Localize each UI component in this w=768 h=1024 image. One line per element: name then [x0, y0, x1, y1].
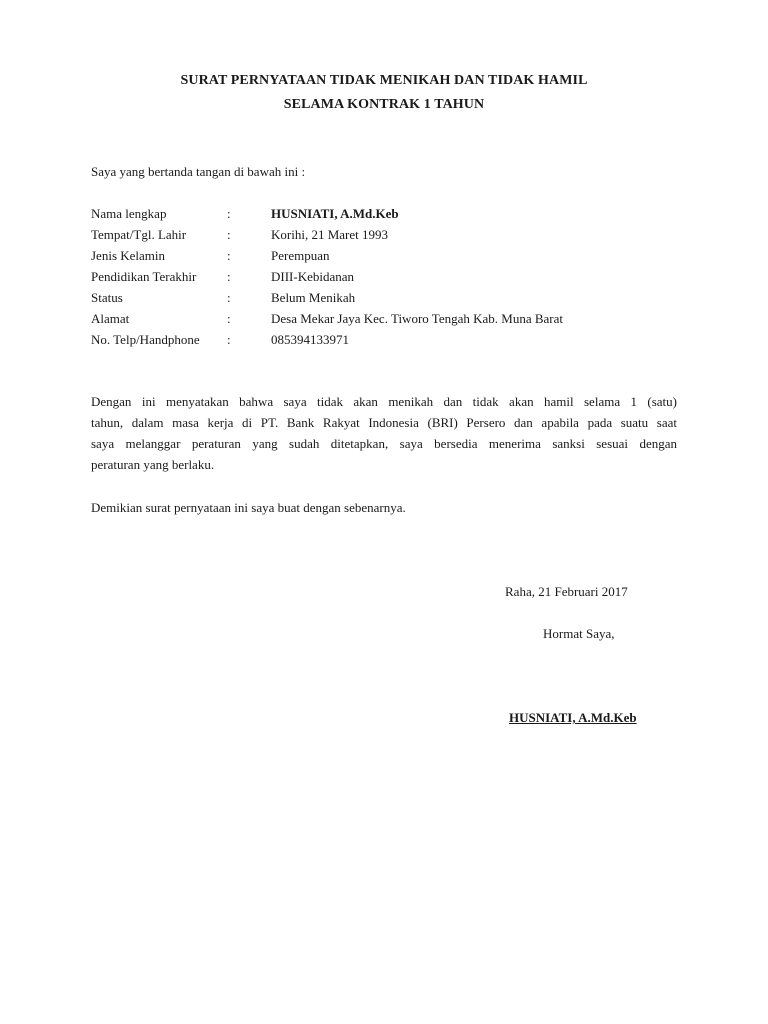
field-value-nama: HUSNIATI, A.Md.Keb — [271, 206, 399, 221]
statement-line: peraturan yang berlaku. — [91, 457, 215, 472]
statement-paragraph — [91, 391, 677, 475]
field-colon: : — [227, 269, 231, 284]
field-colon: : — [227, 332, 231, 347]
closing-text: Demikian surat pernyataan ini saya buat dengan sebenarnya. — [91, 500, 406, 515]
field-label-pendidikan: Pendidikan Terakhir — [91, 269, 197, 284]
statement-line: saya melanggar peraturan yang sudah ditetapkan, saya bersedia menerima sanksi sesuai dengan — [91, 436, 677, 451]
regards-text: Hormat Saya, — [543, 626, 615, 641]
field-label-alamat: Alamat — [91, 311, 130, 326]
statement-line: tahun, dalam masa kerja di PT. Bank Rakyat Indonesia (BRI) Persero dan apabila pada suatu saat — [91, 415, 677, 430]
field-value-telp: 085394133971 — [271, 332, 349, 347]
field-value-jenis-kelamin: Perempuan — [271, 248, 330, 263]
field-colon: : — [227, 227, 231, 242]
statement-line: Dengan ini menyatakan bahwa saya tidak akan menikah dan tidak akan hamil selama 1 (satu) — [91, 394, 677, 409]
field-colon: : — [227, 311, 231, 326]
field-value-tempat-tgl-lahir: Korihi, 21 Maret 1993 — [271, 227, 388, 242]
field-label-status: Status — [91, 290, 123, 305]
field-value-alamat: Desa Mekar Jaya Kec. Tiworo Tengah Kab. Muna Barat — [271, 311, 563, 326]
field-colon: : — [227, 206, 231, 221]
document-title-line-1: SURAT PERNYATAAN TIDAK MENIKAH DAN TIDAK HAMIL — [180, 73, 588, 88]
field-label-nama: Nama lengkap — [91, 206, 167, 221]
signer-name: HUSNIATI, A.Md.Keb — [509, 710, 637, 725]
field-value-status: Belum Menikah — [271, 290, 356, 305]
intro-text: Saya yang bertanda tangan di bawah ini : — [91, 164, 306, 179]
field-label-tempat-tgl-lahir: Tempat/Tgl. Lahir — [91, 227, 187, 242]
field-label-jenis-kelamin: Jenis Kelamin — [91, 248, 166, 263]
field-label-telp: No. Telp/Handphone — [91, 332, 200, 347]
field-colon: : — [227, 290, 231, 305]
field-value-pendidikan: DIII-Kebidanan — [271, 269, 355, 284]
document-title-line-2: SELAMA KONTRAK 1 TAHUN — [283, 97, 485, 112]
place-date: Raha, 21 Februari 2017 — [505, 584, 628, 599]
field-colon: : — [227, 248, 231, 263]
